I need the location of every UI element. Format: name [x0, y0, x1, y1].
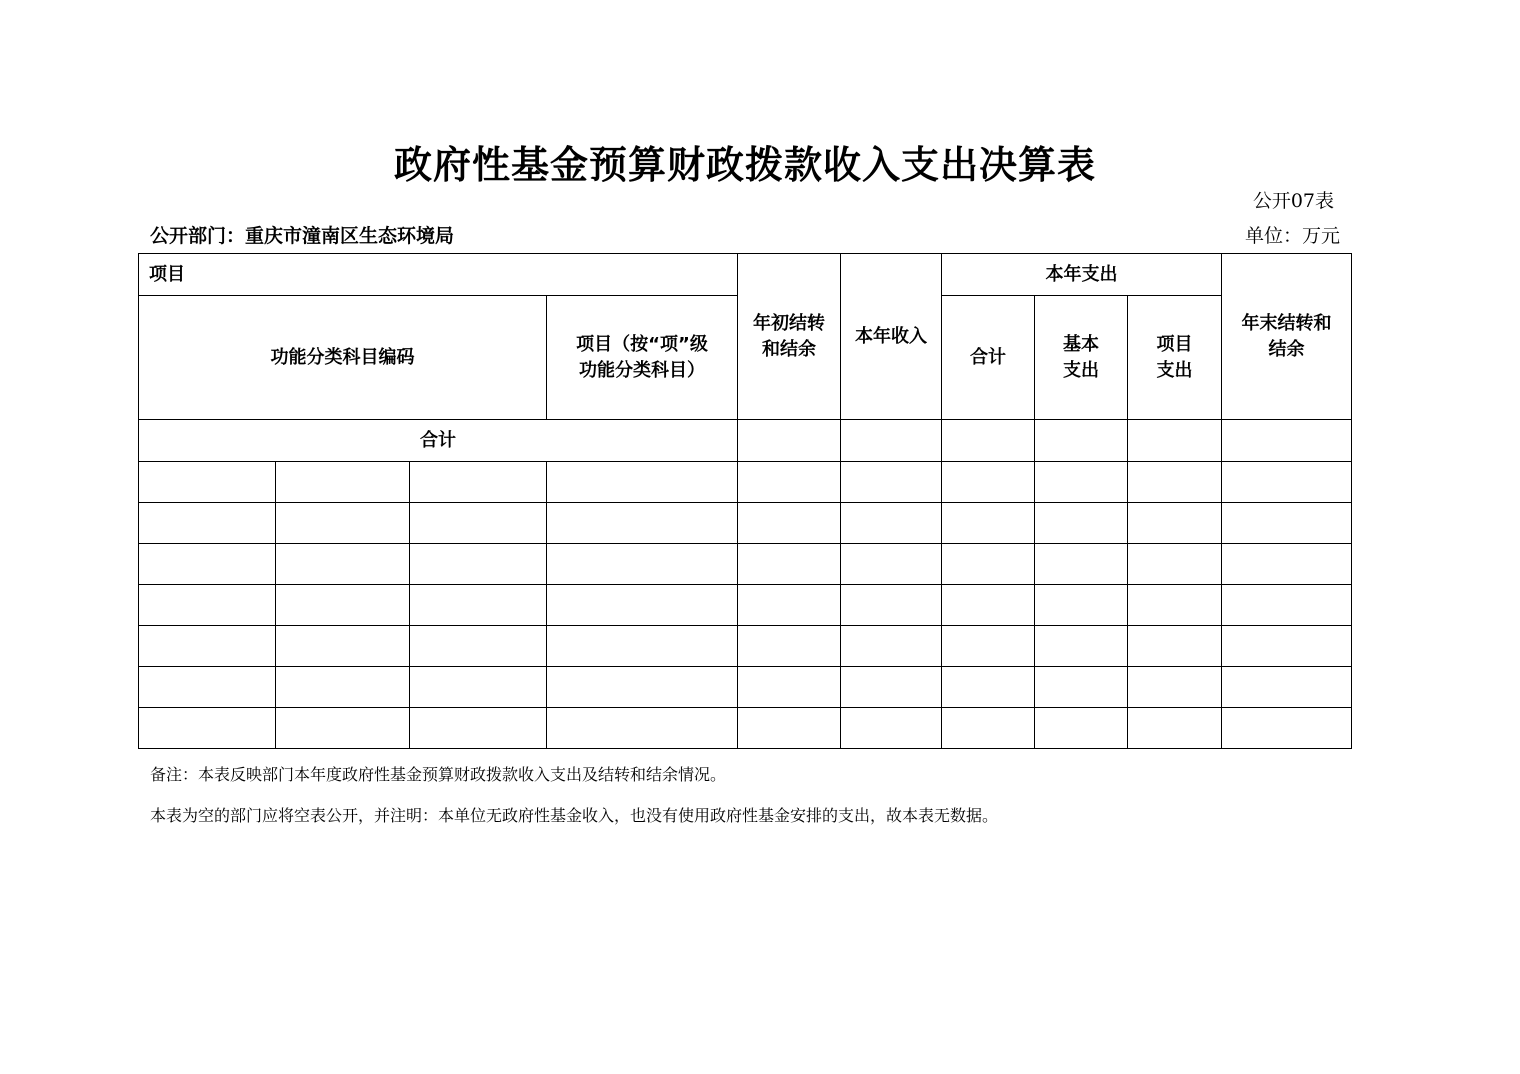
table-cell: [738, 462, 841, 503]
table-row: [139, 667, 1352, 708]
table-cell: [276, 708, 410, 749]
table-cell: [738, 626, 841, 667]
header-basic-line2: 支出: [1063, 359, 1099, 381]
table-cell: [410, 503, 547, 544]
table-cell: [1128, 667, 1222, 708]
table-cell: [1222, 585, 1352, 626]
header-item-line1: 项目（按“项”级: [576, 333, 708, 355]
table-cell: [1222, 503, 1352, 544]
table-cell: [410, 708, 547, 749]
table-row: [139, 544, 1352, 585]
table-cell: [1035, 626, 1128, 667]
table-cell: [139, 708, 276, 749]
table-cell: [841, 585, 942, 626]
department-label: 公开部门：: [150, 225, 246, 247]
table-cell: [1035, 708, 1128, 749]
table-cell: [1128, 503, 1222, 544]
table-cell: [1035, 544, 1128, 585]
table-cell: [1035, 667, 1128, 708]
table-cell: [942, 708, 1035, 749]
header-expense: 本年支出: [942, 254, 1222, 296]
table-cell: [139, 462, 276, 503]
table-cell: [942, 462, 1035, 503]
table-cell: [841, 626, 942, 667]
budget-table: [138, 253, 1352, 749]
header-total: 合计: [942, 296, 1035, 420]
table-cell: [738, 585, 841, 626]
table-cell: [841, 420, 942, 462]
unit-label: 单位：万元: [1244, 225, 1340, 247]
table-cell: [276, 462, 410, 503]
table-cell: [276, 626, 410, 667]
header-begin-balance: [738, 254, 841, 420]
table-cell: [139, 667, 276, 708]
header-end-balance: [1222, 254, 1352, 420]
table-cell: [942, 420, 1035, 462]
table-cell: [841, 544, 942, 585]
table-cell: [738, 544, 841, 585]
table-cell: [1035, 462, 1128, 503]
table-cell: [139, 626, 276, 667]
table-cell: [276, 503, 410, 544]
table-cell: [547, 585, 738, 626]
table-row: [139, 708, 1352, 749]
table-cell: [547, 462, 738, 503]
table-cell: [547, 708, 738, 749]
table-cell: [841, 667, 942, 708]
table-cell: [1128, 585, 1222, 626]
table-cell: [139, 585, 276, 626]
table-row: [139, 503, 1352, 544]
header-item: [547, 296, 738, 420]
table-cell: [1222, 708, 1352, 749]
table-cell: [1128, 708, 1222, 749]
table-cell: [410, 626, 547, 667]
table-cell: [139, 503, 276, 544]
table-cell: [410, 544, 547, 585]
table-cell: [410, 667, 547, 708]
table-cell: [1128, 420, 1222, 462]
table-cell: [276, 585, 410, 626]
header-begin-line1: 年初结转: [753, 312, 825, 334]
header-proj-line2: 支出: [1156, 359, 1193, 381]
table-cell: [738, 667, 841, 708]
table-cell: [1035, 420, 1128, 462]
table-cell: [547, 667, 738, 708]
department-name: 重庆市潼南区生态环境局: [245, 225, 455, 247]
total-row-label: 合计: [139, 420, 738, 462]
table-cell: [942, 667, 1035, 708]
table-cell: [942, 544, 1035, 585]
table-cell: [547, 544, 738, 585]
table-cell: [841, 462, 942, 503]
table-row: [139, 585, 1352, 626]
header-item-line2: 功能分类科目）: [579, 359, 705, 381]
form-number: 公开07表: [1252, 190, 1334, 212]
header-end-line2: 结余: [1268, 338, 1305, 360]
table-cell: [942, 503, 1035, 544]
table-cell: [276, 667, 410, 708]
page-title: 政府性基金预算财政拨款收入支出决算表: [393, 142, 1096, 187]
table-cell: [1222, 667, 1352, 708]
table-cell: [738, 420, 841, 462]
table-cell: [1035, 503, 1128, 544]
table-cell: [942, 585, 1035, 626]
header-project-expense: [1128, 296, 1222, 420]
table-cell: [410, 462, 547, 503]
table-row: [139, 462, 1352, 503]
table-cell: [276, 544, 410, 585]
table-cell: [942, 626, 1035, 667]
note-line-1: 备注：本表反映部门本年度政府性基金预算财政拨款收入支出及结转和结余情况。: [150, 765, 727, 784]
header-basic-expense: [1035, 296, 1128, 420]
table-cell: [139, 544, 276, 585]
table-cell: [410, 585, 547, 626]
table-cell: [1222, 462, 1352, 503]
table-cell: [1222, 420, 1352, 462]
note-line-2: 本表为空的部门应将空表公开，并注明：本单位无政府性基金收入，也没有使用政府性基金安排的支出，故本表无数据。: [150, 806, 999, 825]
table-cell: [841, 503, 942, 544]
header-proj-line1: 项目: [1156, 333, 1193, 355]
table-cell: [547, 503, 738, 544]
header-begin-line2: 和结余: [762, 338, 816, 360]
table-cell: [738, 708, 841, 749]
table-cell: [1128, 626, 1222, 667]
table-cell: [1128, 462, 1222, 503]
table-cell: [1222, 544, 1352, 585]
table-cell: [738, 503, 841, 544]
table-cell: [1035, 585, 1128, 626]
table-cell: [841, 708, 942, 749]
table-cell: [1128, 544, 1222, 585]
header-end-line1: 年末结转和: [1241, 312, 1332, 334]
header-func-code: 功能分类科目编码: [139, 296, 547, 420]
department: [150, 221, 454, 248]
header-income: 本年收入: [841, 254, 942, 420]
table-cell: [547, 626, 738, 667]
header-project: 项目: [139, 254, 738, 296]
total-row: [139, 420, 1352, 462]
header-basic-line1: 基本: [1063, 333, 1099, 355]
table-row: [139, 626, 1352, 667]
table-cell: [1222, 626, 1352, 667]
